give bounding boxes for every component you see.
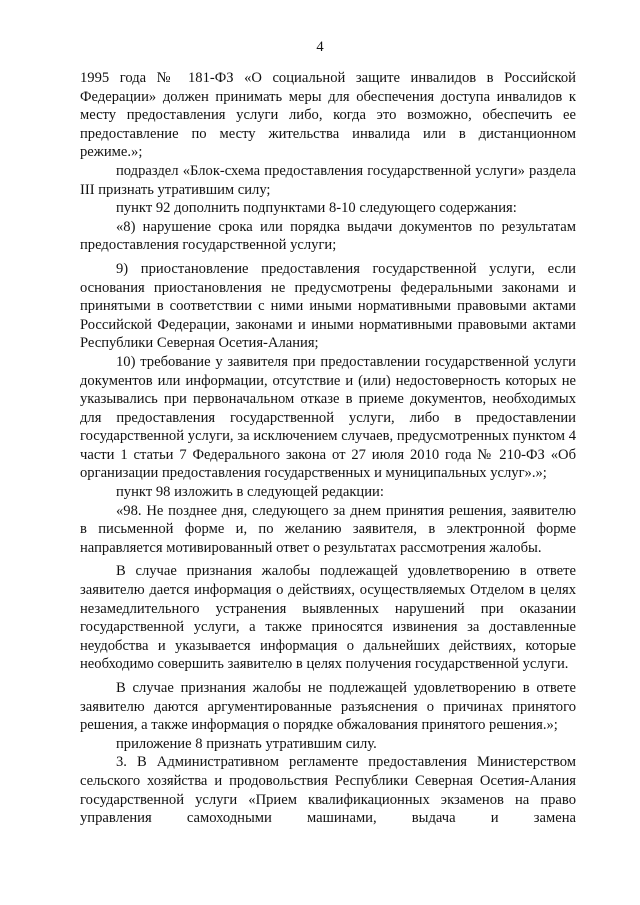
- document-body: [80, 69, 576, 828]
- paragraph-section-3: 3. В Административном регламенте предоставления Министерством сельского хозяйства и продовольствия Республики Северная Осетия-Алания государственной услуги «Прием квалификационных экзаменов на право управления самоходными машинами, выдача и замена: [80, 754, 576, 827]
- paragraph-complaint-satisfied: В случае признания жалобы подлежащей удовлетворению в ответе заявителю дается информация о действиях, осуществляемых Отделом в целях незамедлительного устранения выявленных нарушений при оказании государственной услуги, а также приносятся извинения за доставленные неудобства и указывается информация о дальнейших действиях, которые необходимо совершить заявителю в целях получения государственной услуги.: [80, 563, 576, 673]
- paragraph-item-98: пункт 98 изложить в следующей редакции:: [116, 484, 384, 501]
- page-number: 4: [316, 39, 324, 55]
- paragraph-subitem-9: 9) приостановление предоставления государственной услуги, если основания приостановления не предусмотрены федеральными законами и принятыми в соответствии с ними иными нормативными правовыми актами Российской Федерации, законами и иными нормативными правовыми актами Республики Северная Осетия-Алания;: [80, 260, 576, 352]
- paragraph-subitem-8: «8) нарушение срока или порядка выдачи документов по результатам предоставления государственной услуги;: [80, 218, 576, 254]
- paragraph-complaint-rejected: В случае признания жалобы не подлежащей удовлетворению в ответе заявителю даются аргументированные разъяснения о причинах принятого решения, а также информация о порядке обжалования принятого решения.»;: [80, 680, 576, 734]
- paragraph-appendix-8: приложение 8 признать утратившим силу.: [116, 735, 377, 752]
- paragraph-continuation: 1995 года № 181-ФЗ «О социальной защите инвалидов в Российской Федерации» должен принимать меры для обеспечения доступа инвалидов к месту предоставления услуги либо, когда это возможно, обеспечить ее предоставление по месту жительства инвалида или в дистанционном режиме.»;: [80, 70, 576, 161]
- paragraph-subitem-10: 10) требование у заявителя при предоставлении государственной услуги документов или информации, отсутствие и (или) недостоверность которых не указывались при первоначальном отказе в приеме документов, необходимых для предоставления государственной услуги, либо в предоставлении государственной услуги, за исключением случаев, предусмотренных пунктом 4 части 1 статьи 7 Федерального закона от 27 июля 2010 года № 210-ФЗ «Об организации предоставления государственных и муниципальных услуг».»;: [80, 353, 576, 482]
- paragraph-item-92: пункт 92 дополнить подпунктами 8-10 следующего содержания:: [116, 200, 517, 217]
- paragraph-block-scheme: подраздел «Блок-схема предоставления государственной услуги» раздела III признать утратившим силу;: [80, 162, 576, 198]
- paragraph-98-text: «98. Не позднее дня, следующего за днем принятия решения, заявителю в письменной форме и, по желанию заявителя, в электронной форме направляется мотивированный ответ о результатах рассмотрения жалобы.: [80, 502, 576, 556]
